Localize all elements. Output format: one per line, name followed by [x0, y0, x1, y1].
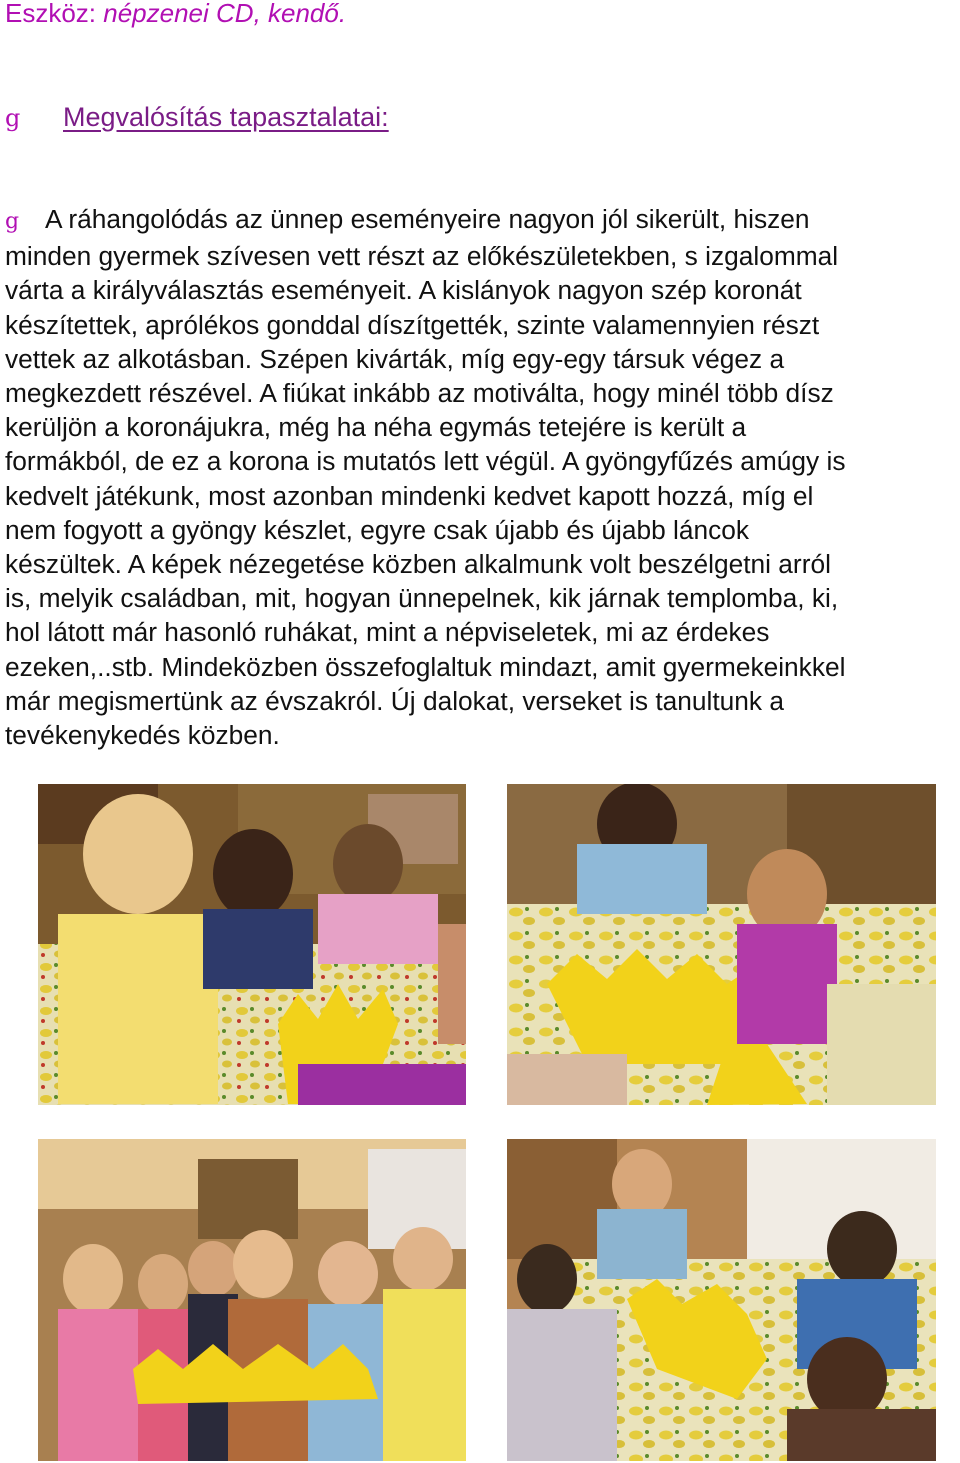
- paragraph-line: tevékenykedés közben.: [5, 720, 280, 751]
- photo-girls-gluing-crown: [507, 784, 936, 1105]
- paragraph-line: kerüljön a koronájukra, még ha néha egymás tetejére is került a: [5, 412, 747, 443]
- paragraph-line: megkezdett részével. A fiúkat inkább az motiválta, hogy minél több dísz: [5, 378, 834, 409]
- paragraph-line: készítettek, aprólékos gonddal díszítgették, szinte valamennyien részt: [5, 309, 820, 340]
- paragraph-line: formákból, de ez a korona is mutatós lett végül. A gyöngyfűzés amúgy is: [5, 446, 846, 477]
- paragraph-line: már megismertünk az évszakról. Új dalokat, verseket is tanultunk a: [5, 685, 784, 716]
- tools-label: Eszköz:: [5, 0, 97, 28]
- paragraph-line: nem fogyott a gyöngy készlet, egyre csak újabb és újabb láncok: [5, 514, 750, 545]
- paragraph-line: hol látott már hasonló ruhákat, mint a népviseletek, mi az érdekes: [5, 617, 770, 648]
- photo-children-decorating-crown: [38, 784, 466, 1105]
- photo-children-holding-crown: [38, 1139, 466, 1461]
- paragraph-line: vettek az alkotásban. Szépen kivárták, míg egy-egy társuk végez a: [5, 343, 785, 374]
- photo-boys-decorating-crown: [507, 1139, 936, 1461]
- tools-value: népzenei CD, kendő.: [96, 0, 347, 28]
- paragraph-line: g A ráhangolódás az ünnep eseményeire nagyon jól sikerült, hiszen: [5, 202, 960, 239]
- paragraph-bullet-icon: g: [5, 209, 20, 234]
- paragraph-line: minden gyermek szívesen vett részt az előkészületekben, s izgalommal: [5, 241, 839, 272]
- heading-text: Megvalósítás tapasztalatai:: [63, 102, 389, 132]
- heading-bullet-icon: g: [5, 104, 21, 132]
- paragraph-line: kedvelt játékunk, most azonban mindenki kedvet kapott hozzá, míg el: [5, 480, 814, 511]
- experience-paragraph: [5, 202, 960, 752]
- paragraph-line: készültek. A képek nézegetése közben alkalmunk volt beszélgetni arról: [5, 549, 831, 580]
- paragraph-line: ezeken,..stb. Mindeközben összefoglaltuk mindazt, amit gyermekeinkkel: [5, 651, 846, 682]
- paragraph-line: várta a királyválasztás eseményeit. A kislányok nagyon szép koronát: [5, 275, 802, 306]
- paragraph-line: is, melyik családban, mit, hogyan ünnepelnek, kik járnak templomba, ki,: [5, 583, 839, 614]
- tools-line: [5, 0, 346, 28]
- section-heading: [5, 100, 389, 135]
